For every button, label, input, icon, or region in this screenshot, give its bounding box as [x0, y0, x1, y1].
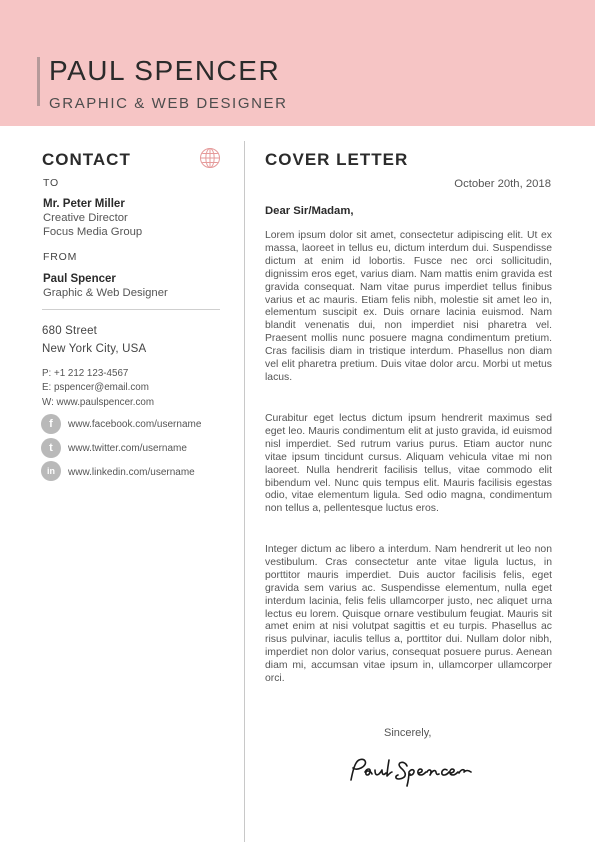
linkedin-link[interactable]: www.linkedin.com/username [68, 467, 195, 478]
letter-paragraph-2: Curabitur eget lectus dictum ipsum hendrerit maximus sed eget leo. Mauris condimentum elit at justo gravida, id euismod nisl imperdiet. Sed rutrum varius purus. Etiam auctor nunc vitae ipsum tincidunt cursus. Aliquam vehicula vitae mi non laoreet. Nulla hendrerit facilisis tellus, vitae commodo elit bibendum vel. Nunc quis tempus elit. Mauris facilisis egestas odio, vitae elementum ligula. Sed odio magna, condimentum non tellus a, pellentesque luctus eros. [265, 413, 552, 515]
sender-position: Graphic & Web Designer [43, 287, 168, 299]
letter-greeting: Dear Sir/Madam, [265, 205, 354, 217]
recipient-position: Creative Director [43, 212, 128, 224]
applicant-title: GRAPHIC & WEB DESIGNER [49, 95, 288, 112]
address-street: 680 Street [42, 325, 98, 337]
letter-paragraph-3: Integer dictum ac libero a interdum. Nam hendrerit ut leo non vestibulum. Cras consectetur ante vitae ligula luctus, in porttitor mauris imperdiet. Duis auctor facilisis felis, eget gravida sem varius ac. Suspendisse elementum, nulla eget interdum lacinia, felis felis ullamcorper justo, nec aliquet urna lectus eu lorem. Quisque ornare vestibulum feugiat. Mauris sit amet enim at nisi volutpat sagittis et eu turpis. Phasellus ac risus pulvinar, iaculis tellus a, porttitor dui. Nullam dolor nibh, imperdiet non dolor varius, consequat posuere purus. Aenean diam mi, accumsan vitae ipsum in, ullamcorper ullamcorper orci. [265, 544, 552, 685]
contact-divider [42, 309, 220, 310]
twitter-link[interactable]: www.twitter.com/username [68, 443, 187, 454]
from-label: FROM [43, 251, 78, 263]
recipient-name: Mr. Peter Miller [43, 198, 125, 210]
letter-closing: Sincerely, [384, 727, 432, 739]
column-divider [244, 141, 245, 842]
sender-name: Paul Spencer [43, 273, 116, 285]
twitter-icon[interactable]: t [41, 438, 61, 458]
letter-paragraph-1: Lorem ipsum dolor sit amet, consectetur adipiscing elit. Ut ex massa, laoreet in tellus eu, dictum interdum dui. Suspendisse dictum at enim id lobortis. Fusce nec orci sollicitudin, dignissim eros eget, varius diam. Nam mattis enim gravida est gravida consequat. Nam vitae purus imperdiet tellus finibus varius et ac mauris. Etiam felis nibh, molestie sit amet leo in, elementum suscipit ex. Duis ornare lacinia euismod. Nam blandit venenatis dui, non imperdiet nisi pharetra vel. Praesent mollis nunc posuere magna condimentum pretium. Cras facilisis diam in tristique interdum. Phasellus non diam vel elit pharetra pretium. Duis vitae dolor arcu. Morbi ut metus lacus. [265, 230, 552, 383]
to-label: TO [43, 177, 59, 189]
header-banner [0, 0, 595, 126]
header-accent-bar [37, 57, 40, 106]
globe-icon [199, 147, 221, 169]
cover-letter-heading: COVER LETTER [265, 150, 409, 169]
facebook-link[interactable]: www.facebook.com/username [68, 419, 202, 430]
address-city: New York City, USA [42, 343, 147, 355]
recipient-company: Focus Media Group [43, 226, 143, 238]
letter-date: October 20th, 2018 [454, 178, 551, 190]
applicant-name: PAUL SPENCER [49, 55, 281, 86]
signature-image [345, 752, 475, 788]
contact-heading: CONTACT [42, 150, 131, 169]
phone-text: P: +1 212 123-4567 [42, 368, 129, 379]
linkedin-icon[interactable]: in [41, 461, 61, 481]
facebook-icon[interactable]: f [41, 414, 61, 434]
email-link[interactable]: E: pspencer@email.com [42, 382, 149, 393]
website-link[interactable]: W: www.paulspencer.com [42, 397, 154, 408]
